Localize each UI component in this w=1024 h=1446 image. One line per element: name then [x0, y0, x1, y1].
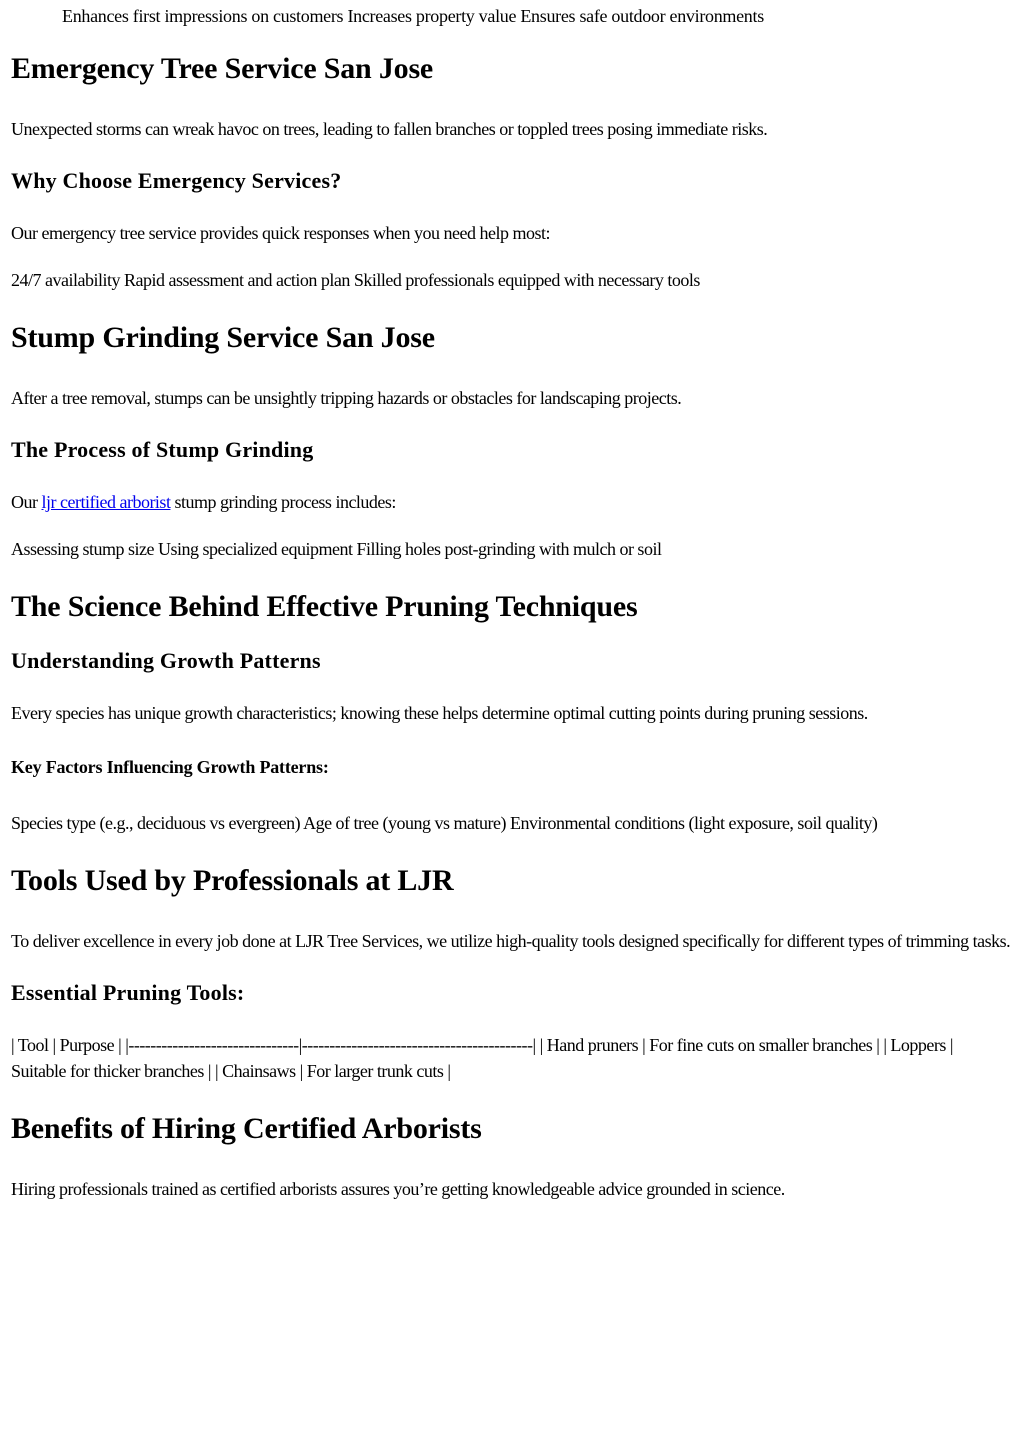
heading-emergency-tree-service: Emergency Tree Service San Jose [11, 52, 434, 85]
paragraph-emergency-intro: Unexpected storms can wreak havoc on trees, leading to fallen branches or toppled trees posing immediate risks. [11, 119, 768, 139]
section-tools [11, 864, 1011, 1084]
document-content [11, 52, 1011, 1202]
section-pruning-science [11, 590, 1011, 836]
stump-body-suffix: stump grinding process includes: [170, 492, 396, 512]
paragraph-emergency-body: Our emergency tree service provides quick responses when you need help most: [11, 223, 550, 243]
heading-benefits-arborists: Benefits of Hiring Certified Arborists [11, 1112, 482, 1145]
minor-heading-key-factors: Key Factors Influencing Growth Patterns: [11, 757, 329, 777]
ljr-certified-arborist-link[interactable]: ljr certified arborist [41, 492, 171, 512]
paragraph-stump-intro: After a tree removal, stumps can be unsightly tripping hazards or obstacles for landscaping projects. [11, 388, 682, 408]
subheading-growth-patterns: Understanding Growth Patterns [11, 648, 321, 673]
heading-tools-professionals: Tools Used by Professionals at LJR [11, 864, 454, 897]
paragraph-benefits-body: Hiring professionals trained as certified arborists assures you’re getting knowledgeable advice grounded in science. [11, 1179, 785, 1199]
subheading-why-choose-emergency: Why Choose Emergency Services? [11, 168, 342, 193]
intro-benefits-line: Enhances first impressions on customers Increases property value Ensures safe outdoor environments [62, 6, 764, 26]
paragraph-tools-table-text: | Tool | Purpose | |-------------------------------|------------------------------------------| | Hand pruners | For fine cuts on smaller branches | | Loppers | Suitable for thicker branches | | Chainsaws | For larger trunk cuts | [11, 1035, 954, 1081]
section-emergency [11, 52, 1011, 293]
subheading-essential-tools: Essential Pruning Tools: [11, 980, 245, 1005]
section-benefits [11, 1112, 1011, 1202]
section-stump-grinding [11, 321, 1011, 562]
paragraph-tools-intro: To deliver excellence in every job done at LJR Tree Services, we utilize high-quality tools designed specifically for different types of trimming tasks. [11, 931, 1011, 951]
list-emergency-features: 24/7 availability Rapid assessment and action plan Skilled professionals equipped with necessary tools [11, 270, 700, 290]
paragraph-stump-body [11, 489, 1011, 515]
heading-stump-grinding-service: Stump Grinding Service San Jose [11, 321, 435, 354]
heading-pruning-science: The Science Behind Effective Pruning Techniques [11, 590, 638, 623]
subheading-stump-process: The Process of Stump Grinding [11, 437, 314, 462]
list-stump-steps: Assessing stump size Using specialized equipment Filling holes post-grinding with mulch or soil [11, 539, 662, 559]
paragraph-growth-body: Every species has unique growth characteristics; knowing these helps determine optimal cutting points during pruning sessions. [11, 703, 868, 723]
list-growth-factors: Species type (e.g., deciduous vs evergreen) Age of tree (young vs mature) Environmental conditions (light exposure, soil quality) [11, 813, 878, 833]
stump-body-prefix: Our [11, 492, 42, 512]
